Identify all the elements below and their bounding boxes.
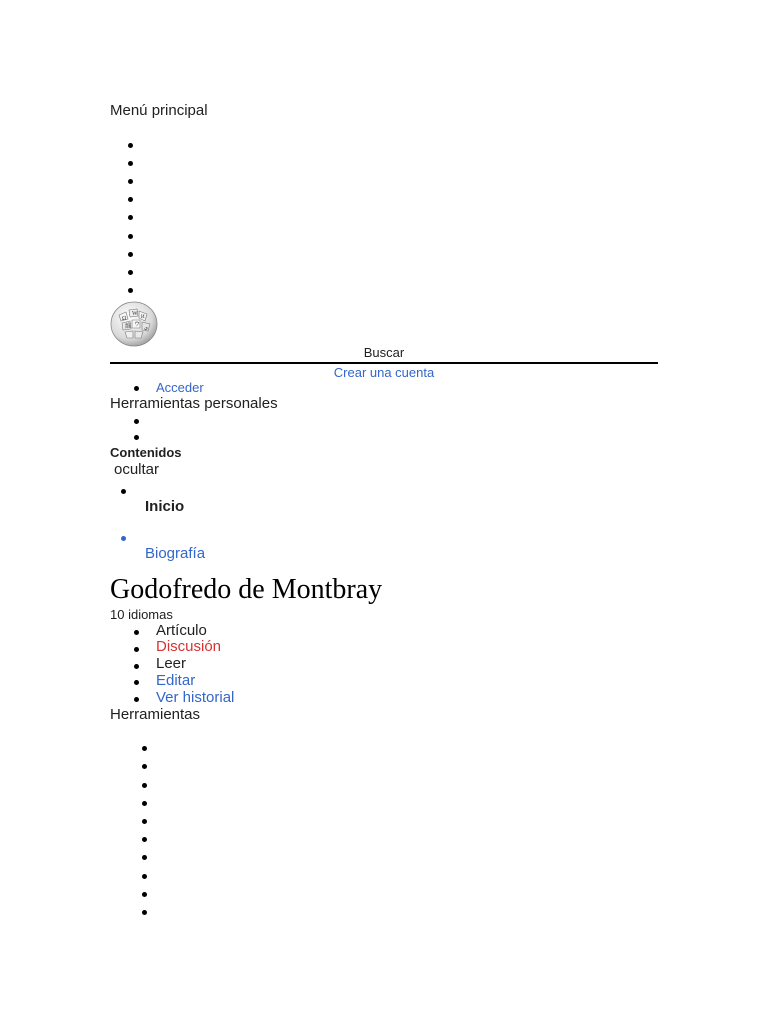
bullet [134, 386, 139, 391]
svg-text:ウ: ウ [134, 322, 141, 328]
main-menu-item[interactable] [128, 161, 138, 171]
tools-item[interactable] [142, 837, 152, 847]
tab-discussion[interactable]: Discusión [156, 638, 222, 655]
main-menu-item[interactable] [128, 197, 138, 207]
create-account-link[interactable]: Crear una cuenta [333, 365, 435, 380]
main-menu-item[interactable] [128, 179, 138, 189]
tools-item[interactable] [142, 764, 152, 774]
bullet [121, 489, 126, 494]
toc-item-inicio[interactable]: Inicio [145, 498, 185, 515]
svg-text:ي: ي [144, 326, 148, 331]
wikipedia-globe-icon[interactable] [109, 301, 159, 347]
personal-tools-label[interactable]: Herramientas personales [110, 395, 278, 412]
bullet [121, 536, 126, 541]
tools-item[interactable] [142, 819, 152, 829]
login-link[interactable]: Acceder [156, 380, 204, 395]
language-selector[interactable]: 10 idiomas [110, 607, 173, 622]
bullet [134, 680, 139, 685]
toc-item-biografia[interactable]: Biografía [145, 545, 206, 562]
page-title: Godofredo de Montbray [110, 574, 383, 605]
tools-item[interactable] [142, 783, 152, 793]
search-button[interactable]: Buscar [363, 345, 405, 360]
main-menu-item[interactable] [128, 270, 138, 280]
svg-text:И: И [141, 315, 145, 320]
tab-article[interactable]: Artículo [156, 622, 207, 639]
main-menu-label[interactable]: Menú principal [110, 102, 208, 119]
personal-tools-item[interactable] [134, 435, 144, 445]
svg-text:W: W [132, 311, 138, 317]
search-divider [110, 362, 658, 364]
tools-item[interactable] [142, 746, 152, 756]
tools-item[interactable] [142, 910, 152, 920]
tab-edit[interactable]: Editar [156, 672, 196, 689]
main-menu-item[interactable] [128, 143, 138, 153]
svg-text:Ω: Ω [122, 316, 127, 322]
main-menu-item[interactable] [128, 215, 138, 225]
tab-history[interactable]: Ver historial [156, 689, 235, 706]
toc-heading: Contenidos [110, 445, 182, 460]
tools-item[interactable] [142, 892, 152, 902]
main-menu-item[interactable] [128, 288, 138, 298]
bullet [134, 697, 139, 702]
tab-read[interactable]: Leer [156, 655, 187, 672]
main-menu-item[interactable] [128, 234, 138, 244]
main-menu-item[interactable] [128, 252, 138, 262]
personal-tools-item[interactable] [134, 419, 144, 429]
tools-item[interactable] [142, 855, 152, 865]
bullet [134, 664, 139, 669]
toc-hide-toggle[interactable]: ocultar [114, 461, 160, 478]
svg-text:維: 維 [125, 324, 132, 330]
tools-menu-label[interactable]: Herramientas [110, 706, 201, 723]
tools-item[interactable] [142, 874, 152, 884]
bullet [134, 647, 139, 652]
bullet [134, 630, 139, 635]
tools-item[interactable] [142, 801, 152, 811]
